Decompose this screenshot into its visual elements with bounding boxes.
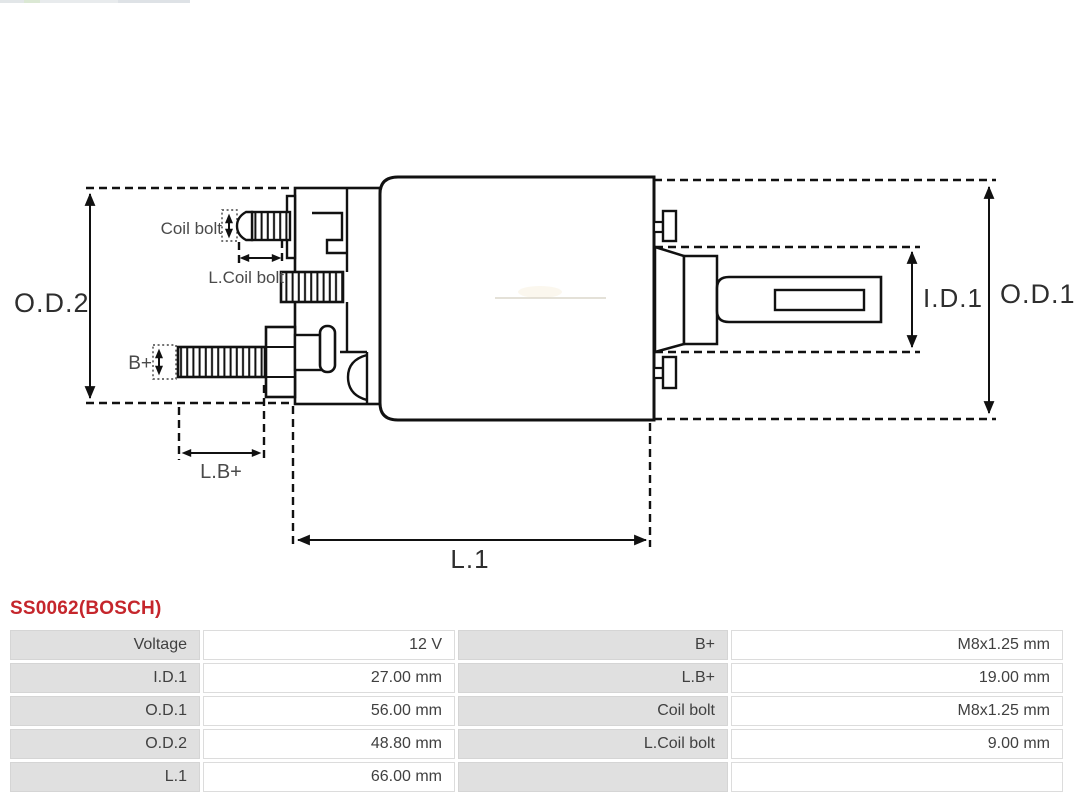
spec-label-cell: B+ [458,630,728,660]
spec-label-cell: I.D.1 [10,663,200,693]
spec-value-cell: 56.00 mm [203,696,455,726]
spec-value-cell: 12 V [203,630,455,660]
spec-value-cell [731,762,1063,792]
spec-value-cell: M8x1.25 mm [731,696,1063,726]
stud-top-neck [654,222,663,232]
spec-label-cell: Coil bolt [458,696,728,726]
watermark-mark [518,286,562,298]
od1-label: O.D.1 [1000,279,1076,309]
b-plus-thread [178,347,265,377]
l-coil-bolt-label: L.Coil bolt [208,268,284,287]
coil-bolt-head [237,212,252,240]
b-plus-label: B+ [128,353,152,374]
spec-table [10,630,1063,792]
solenoid-drawing [178,177,881,420]
lb-plus-label: L.B+ [200,461,242,483]
od2-label: O.D.2 [14,288,90,318]
l1-label: L.1 [450,544,490,574]
part-number-title: SS0062(BOSCH) [10,598,162,619]
spec-value-cell: 9.00 mm [731,729,1063,759]
coil-bushing-thread [281,272,343,302]
coil-bolt-thread [252,212,290,240]
spec-label-cell [458,762,728,792]
spec-label-cell: L.Coil bolt [458,729,728,759]
b-plus-washer [320,326,335,372]
id1-label: I.D.1 [923,283,983,313]
spec-value-cell: 48.80 mm [203,729,455,759]
plunger-slot [775,290,864,310]
spec-label-cell: L.1 [10,762,200,792]
plunger-flange [684,256,717,344]
spec-label-cell: O.D.2 [10,729,200,759]
b-plus-spacer [295,335,322,370]
spec-label-cell: O.D.1 [10,696,200,726]
stud-top-head [663,211,676,241]
spec-value-cell: 27.00 mm [203,663,455,693]
spec-label-cell: L.B+ [458,663,728,693]
spec-label-cell: Voltage [10,630,200,660]
stud-bottom-head [663,357,676,388]
coil-bolt-label: Coil bolt [160,219,222,238]
plunger-flange-taper [655,247,684,352]
spec-value-cell: 66.00 mm [203,762,455,792]
spec-value-cell: 19.00 mm [731,663,1063,693]
stud-bottom-neck [654,368,663,378]
b-plus-nut [266,327,295,397]
spec-value-cell: M8x1.25 mm [731,630,1063,660]
